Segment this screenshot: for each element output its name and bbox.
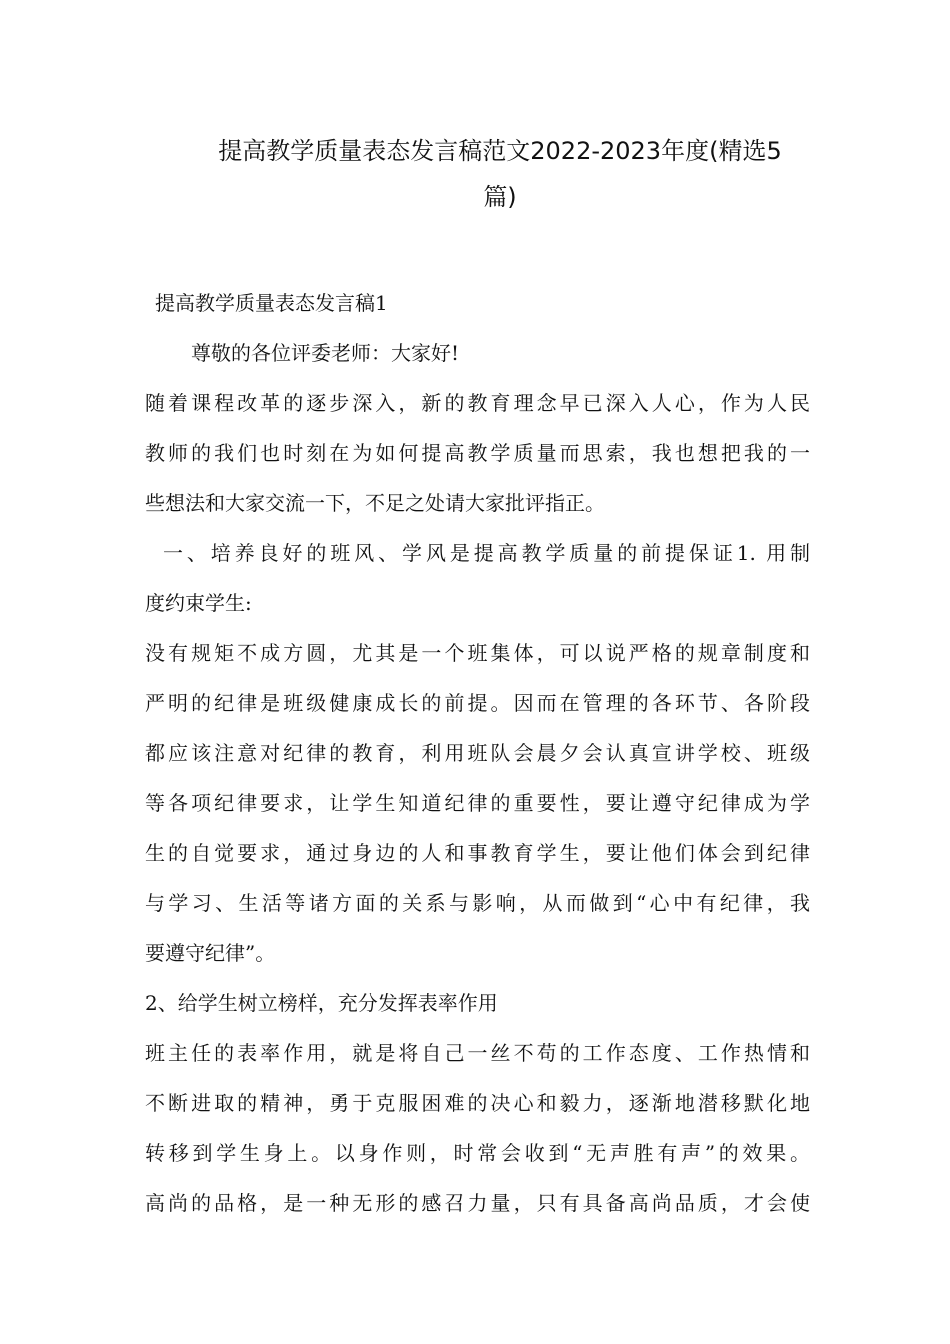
subheading-line: 度约束学生: [145, 591, 252, 615]
document-title [150, 128, 850, 220]
paragraph-line: 都应该注意对纪律的教育，利用班队会晨夕会认真宣讲学校、班级 [145, 741, 810, 765]
paragraph-line: 严明的纪律是班级健康成长的前提。因而在管理的各环节、各阶段 [145, 691, 810, 715]
paragraph-line: 随着课程改革的逐步深入，新的教育理念早已深入人心，作为人民 [145, 391, 810, 415]
title-line-2: 篇) [483, 183, 517, 211]
paragraph-line: 教师的我们也时刻在为如何提高教学质量而思索，我也想把我的一 [145, 441, 810, 465]
paragraph-line: 不断进取的精神，勇于克服困难的决心和毅力，逐渐地潜移默化地 [145, 1091, 810, 1115]
paragraph-line: 生的自觉要求，通过身边的人和事教育学生，要让他们体会到纪律 [145, 841, 810, 865]
paragraph-line: 等各项纪律要求，让学生知道纪律的重要性，要让遵守纪律成为学 [145, 791, 810, 815]
section-heading: 提高教学质量表态发言稿1 [155, 291, 388, 315]
paragraph-line: 与学习、生活等诸方面的关系与影响，从而做到“心中有纪律，我 [145, 891, 810, 915]
paragraph-line: 班主任的表率作用，就是将自己一丝不苟的工作态度、工作热情和 [145, 1041, 810, 1065]
salutation: 尊敬的各位评委老师：大家好! [191, 341, 460, 365]
subheading-line: 2、给学生树立榜样，充分发挥表率作用 [145, 991, 498, 1015]
document-body [145, 278, 810, 1228]
title-line-1: 提高教学质量表态发言稿范文2022-2023年度(精选5 [218, 137, 782, 165]
subheading-line: 一、培养良好的班风、学风是提高教学质量的前提保证1. 用制 [163, 541, 810, 565]
paragraph-line: 没有规矩不成方圆，尤其是一个班集体，可以说严格的规章制度和 [145, 641, 810, 665]
paragraph-line: 转移到学生身上。以身作则，时常会收到“无声胜有声”的效果。 [145, 1141, 810, 1165]
paragraph-line: 些想法和大家交流一下，不足之处请大家批评指正。 [145, 491, 605, 515]
paragraph-line: 要遵守纪律”。 [145, 941, 276, 965]
paragraph-line: 高尚的品格，是一种无形的感召力量，只有具备高尚品质，才会使 [145, 1191, 810, 1215]
